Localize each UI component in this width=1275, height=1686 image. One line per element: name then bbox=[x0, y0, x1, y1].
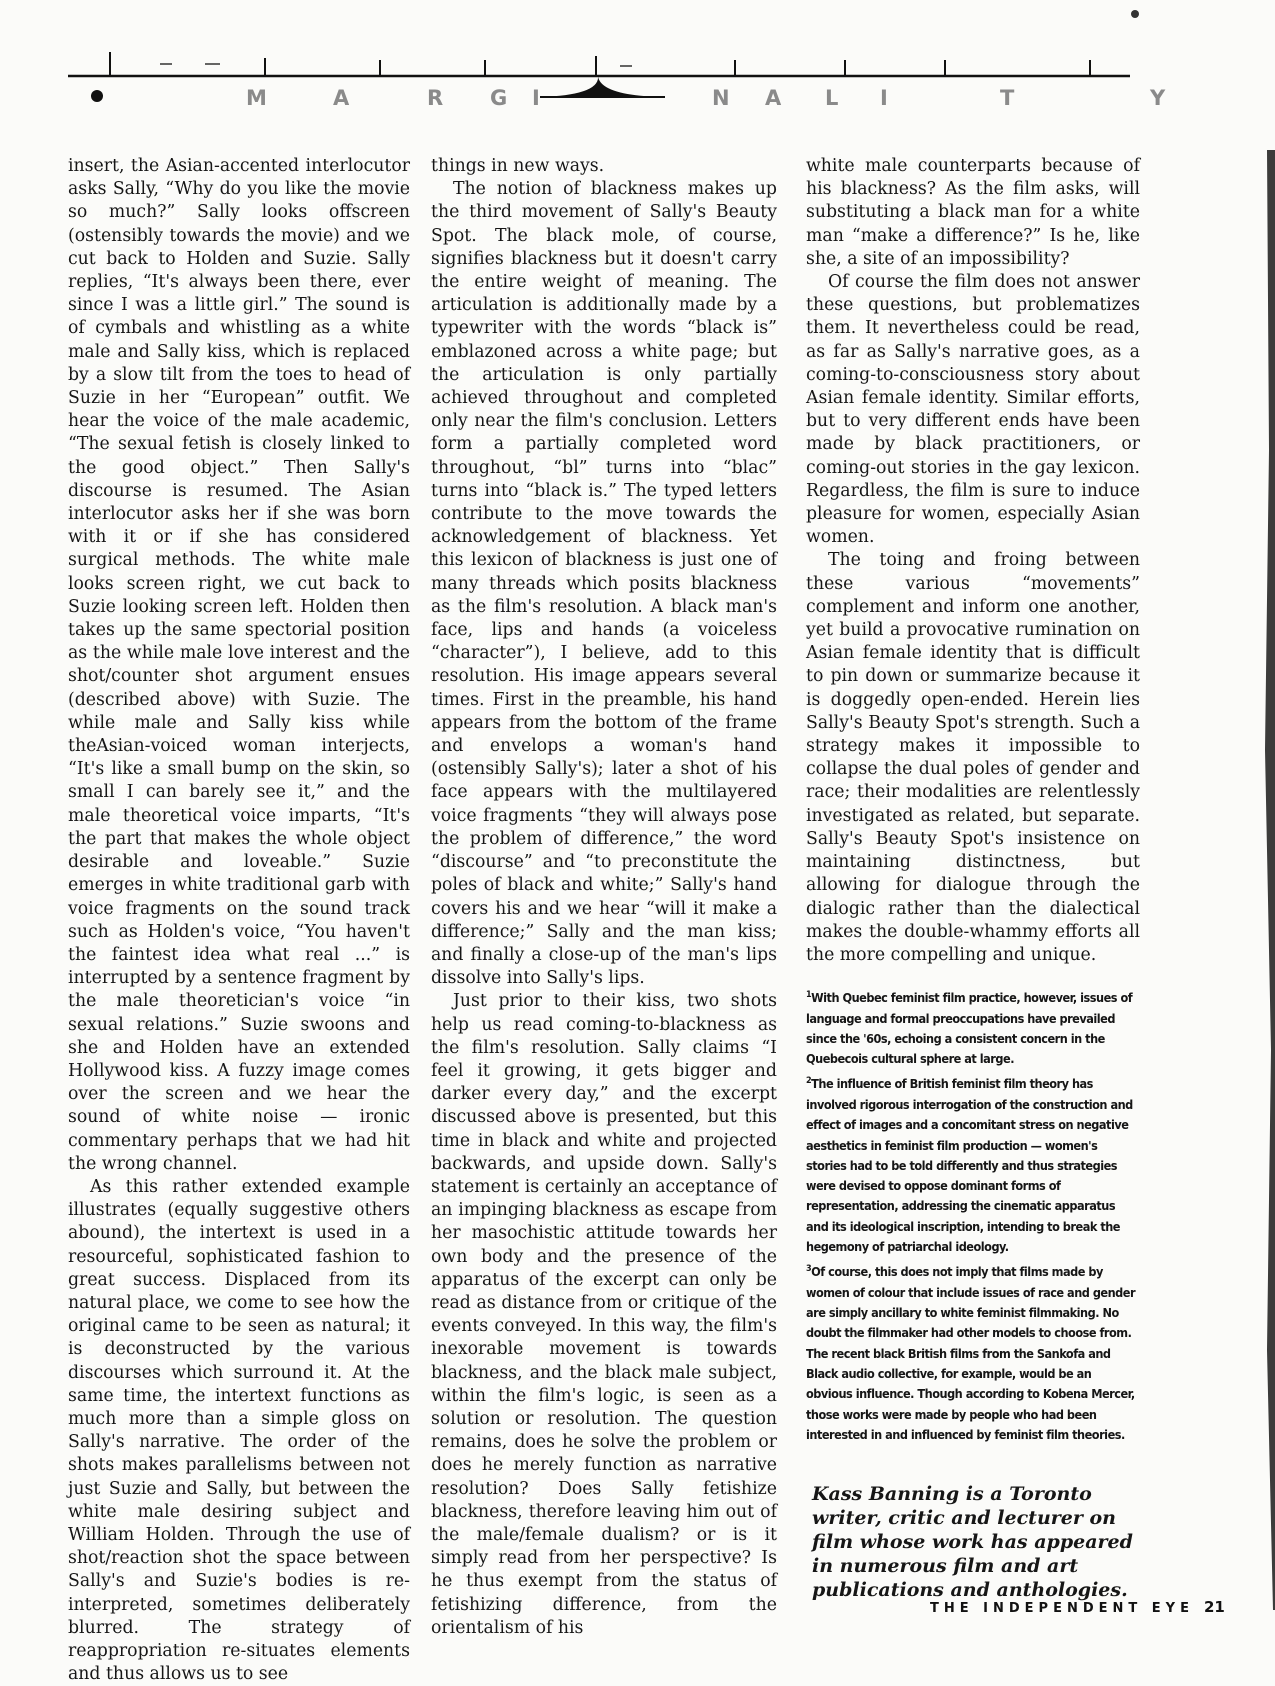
page-footer bbox=[930, 1598, 1225, 1616]
paragraph: insert, the Asian-accented interlocutor asks Sally, “Why do you like the movie so much?” Sally looks offscreen (ostensibly towards the movie) and we cut back to Holden and Suzie. Sally replies, “It's always been there, ever since I was a little girl.” The sound is of cymbals and whistling as a white male and Sally kiss, which is replaced by a slow tilt from the toes to head of Suzie in her “European” outfit. We hear the voice of the male academic, “The sexual fetish is closely linked to the good object.” Then Sally's discourse is resumed. The Asian interlocutor asks her if she was born with it or if she has considered surgical methods. The white male looks screen right, we cut back to Suzie looking screen left. Holden then takes up the same spectorial position as the while male love interest and the shot/counter shot argument ensues (described above) with Suzie. The while male and Sally kiss while theAsian-voiced woman interjects, “It's like a small bump on the skin, so small I can barely see it,” and the male theoretical voice imparts, “It's the part that makes the whole object desirable and loveable.” Suzie emerges in white traditional garb with voice fragments on the sound track such as Holden's voice, “You haven't the faintest idea what real ...” is interrupted by a sentence fragment by the male theoretician's voice “in sexual relations.” Suzie swoons and she and Holden have an extended Hollywood kiss. A fuzzy image comes over the screen and we hear the sound of white noise — ironic commentary perhaps that we had hit the wrong channel. bbox=[68, 156, 410, 1174]
footnote-number: 2 bbox=[806, 1076, 812, 1087]
masthead-rule bbox=[0, 0, 1275, 130]
footnote-text: The influence of British feminist film theory has involved rigorous interrogation of the construction and effect of images and a concomitant stress on negative aesthetics in feminist film production — women's stories had to be told differently and thus strategies were devised to oppose dominant forms of representation, addressing the cinematic apparatus and its ideological inscription, intending to break the hegemony of patriarchal ideology. bbox=[806, 1076, 1133, 1255]
author-name: Kass Banning bbox=[812, 1483, 960, 1505]
footnote-number: 3 bbox=[806, 1264, 812, 1275]
footnote bbox=[806, 1259, 1140, 1445]
publication-name: THE INDEPENDENT EYE bbox=[930, 1601, 1194, 1616]
paragraph: things in new ways. bbox=[431, 156, 605, 176]
paragraph: Of course the film does not answer these questions, but problematizes them. It nevertheless could be read, as far as Sally's narrative goes, as a coming-to-consciousness story about Asian female identity. Similar efforts, but to very different ends have been made by black practitioners, or coming-out stories in the gay lexicon. Regardless, the film is sure to induce pleasure for women, especially Asian women. bbox=[806, 272, 1140, 548]
footnote-text: Of course, this does not imply that films made by women of colour that include issues of race and gender are simply ancillary to white feminist filmmaking. No doubt the filmmaker had other models to choose from. The recent black British films from the Sankofa and Black audio collective, for example, would be an obvious influence. Though according to Kobena Mercer, those works were made by people who had been interested in and influenced by feminist film theories. bbox=[806, 1264, 1136, 1442]
footnote-text: With Quebec feminist film practice, however, issues of language and formal preoccupations have prevailed since the '60s, echoing a consistent concern in the Quebecois cultural sphere at large. bbox=[806, 990, 1133, 1067]
article-column-2 bbox=[431, 155, 777, 1640]
footnote-number: 1 bbox=[806, 990, 812, 1001]
masthead-letter: R bbox=[427, 86, 445, 110]
masthead-letter: A bbox=[765, 86, 783, 110]
article-column-3 bbox=[806, 155, 1140, 1447]
footnote bbox=[806, 985, 1140, 1069]
masthead-letter: N bbox=[712, 86, 731, 110]
footnotes bbox=[806, 985, 1140, 1445]
paragraph: As this rather extended example illustrates (equally suggestive others abound), the intertext is used in a resourceful, sophisticated fashion to great success. Displaced from its natural place, we come to see how the original came to be seen as natural; it is deconstructed by the various discourses which surround it. At the same time, the intertext functions as much more than a simple gloss on Sally's narrative. The order of the shots makes parallelisms between not just Suzie and Sally, but between the white male desiring subject and William Holden. Through the use of shot/reaction shot the space between Sally's and Suzie's bodies is re-interpreted, sometimes deliberately blurred. The strategy of reappropriation re-situates elements and thus allows us to see bbox=[68, 1176, 410, 1685]
masthead-letter: Y bbox=[1150, 86, 1167, 110]
masthead-letter: M bbox=[246, 86, 268, 110]
footnote bbox=[806, 1071, 1140, 1257]
masthead-letter: I bbox=[532, 86, 541, 110]
masthead-letter: I bbox=[880, 86, 889, 110]
masthead-letter: G bbox=[490, 86, 509, 110]
paragraph: The toing and froing between these various “movements” complement and inform one another, yet build a provocative rumination on Asian female identity that is difficult to pin down or summarize because it is doggedly open-ended. Herein lies Sally's Beauty Spot's strength. Such a strategy makes it impossible to collapse the dual poles of gender and race; their modalities are relentlessly investigated as related, but separate. Sally's Beauty Spot's insistence on maintaining distinctness, but allowing for dialogue through the dialogic rather than the dialectical makes the double-whammy efforts all the more compelling and unique. bbox=[806, 550, 1140, 965]
author-bio-text: is a Toronto writer, critic and lecturer on film whose work has appeared in numerous film and art publications and anthologies. bbox=[812, 1483, 1133, 1601]
masthead-letter: T bbox=[1000, 86, 1016, 110]
article-column-1 bbox=[68, 155, 410, 1686]
paragraph: white male counterparts because of his blackness? As the film asks, will substituting a black man for a white man “make a difference?” Is he, like she, a site of an impossibility? bbox=[806, 156, 1140, 269]
paragraph: Just prior to their kiss, two shots help us read coming-to-blackness as the film's resolution. Sally claims “I feel it growing, it gets bigger and darker every day,” and the excerpt discussed above is presented, but this time in black and white and projected backwards, and upside down. Sally's statement is certainly an acceptance of an impinging blackness as escape from her masochistic attitude towards her own body and the presence of the apparatus of the excerpt can only be read as distance from or critique of the events conveyed. In this way, the film's inexorable movement is towards blackness, and the black male subject, within the film's logic, is seen as a solution or resolution. The question remains, does he solve the problem or does he merely function as narrative resolution? Does Sally fetishize blackness, therefore leaving him out of the male/female dualism? or is it simply read from her perspective? Is he thus exempt from the status of fetishizing difference, from the orientalism of his bbox=[431, 991, 777, 1638]
masthead bbox=[0, 0, 1275, 130]
masthead-letter: L bbox=[825, 86, 840, 110]
page-number: 21 bbox=[1203, 1598, 1225, 1616]
paragraph: The notion of blackness makes up the third movement of Sally's Beauty Spot. The black mole, of course, signifies blackness but it doesn't carry the entire weight of meaning. The articulation is additionally made by a typewriter with the words “black is” emblazoned across a white page; but the articulation is only partially achieved throughout and completed only near the film's conclusion. Letters form a partially completed word throughout, “bl” turns into “blac” turns into “black is.” The typed letters contribute to the move towards the acknowledgement of blackness. Yet this lexicon of blackness is just one of many threads which posits blackness as the film's resolution. A black man's face, lips and hands (a voiceless “character”), I believe, add to this resolution. His image appears several times. First in the preamble, his hand appears from the bottom of the frame and envelops a woman's hand (ostensibly Sally's); later a shot of his face appears with the multilayered voice fragments “they will always pose the problem of difference,” the word “discourse” and “to preconstitute the poles of black and white;” Sally's hand covers his and we hear “will it make a difference;” Sally and the man kiss; and finally a close-up of the man's lips dissolve into Sally's lips. bbox=[431, 179, 777, 989]
scan-edge-shadow bbox=[1253, 150, 1275, 1610]
masthead-letter: A bbox=[333, 86, 351, 110]
author-bio bbox=[812, 1482, 1152, 1602]
